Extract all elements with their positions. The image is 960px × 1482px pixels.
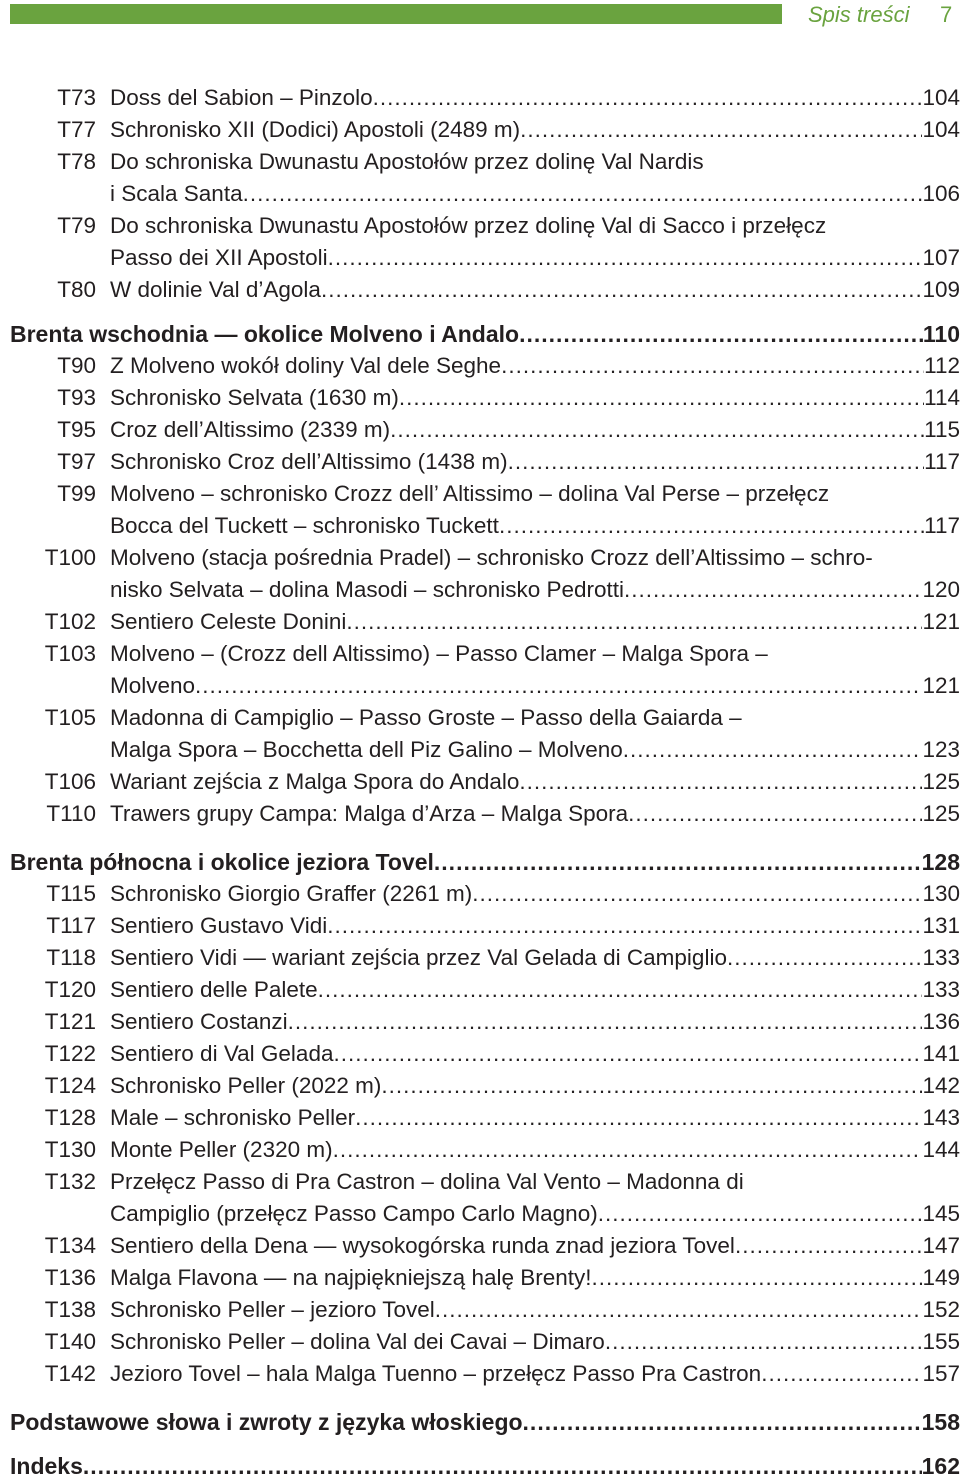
entry-title [110,1326,960,1358]
toc-entry[interactable] [10,766,960,798]
entry-title-text: Sentiero Vidi — wariant zejścia przez Val Gelada di Campiglio [110,945,727,970]
entry-number: T120 [44,977,96,1002]
entries-group-top [10,82,960,306]
dot-leader [435,1294,923,1326]
entry-title [110,1230,960,1262]
entry-title [110,974,960,1006]
entry-title-line2-text: Molveno [110,673,196,698]
toc-entry[interactable] [10,1166,960,1198]
entry-page: 114 [924,385,960,410]
entry-title [110,606,960,638]
entry-title-text: Jezioro Tovel – hala Malga Tuenno – przełęcz Passo Pra Castron [110,1361,762,1386]
dot-leader [624,574,922,606]
entry-number: T110 [46,801,96,826]
entry-title [110,1006,960,1038]
entry-number: T115 [46,881,96,906]
dot-leader [472,878,922,910]
entry-title [110,82,960,114]
toc-entry-continuation[interactable] [10,178,960,210]
entry-title-text: Schronisko Croz dell’Altissimo (1438 m) [110,449,508,474]
table-of-contents [10,82,960,1482]
dot-leader [288,1006,923,1038]
entry-title-text: Sentiero della Dena — wysokogórska runda znad jeziora Tovel [110,1233,735,1258]
toc-entry[interactable] [10,414,960,446]
toc-entry[interactable] [10,606,960,638]
entry-page: 133 [922,977,960,1002]
entry-title-line2 [110,1198,960,1230]
dot-leader [605,1326,923,1358]
entry-title-text: Sentiero Gustavo Vidi [110,913,328,938]
entry-title-line1: Molveno – (Crozz dell Altissimo) – Passo Clamer – Malga Spora – [110,641,768,666]
entry-title-line2 [110,574,960,606]
toc-entry-continuation[interactable] [10,510,960,542]
entry-title [110,1166,960,1198]
entry-title [110,1294,960,1326]
dot-leader [592,1262,923,1294]
entry-page: 121 [922,609,960,634]
dot-leader [598,1198,923,1230]
toc-entry-continuation[interactable] [10,1198,960,1230]
entry-title-line1: Przełęcz Passo di Pra Castron – dolina Val Vento – Madonna di [110,1169,744,1194]
entry-number: T105 [44,705,96,730]
dot-leader [523,1406,922,1438]
entry-title [110,1358,960,1390]
dot-leader [399,382,924,414]
entry-title-text: Schronisko Peller – jezioro Tovel [110,1297,435,1322]
entry-title [110,542,960,574]
toc-entry[interactable] [10,82,960,114]
toc-entry[interactable] [10,382,960,414]
entry-page: 155 [922,1329,960,1354]
dot-leader [355,1102,922,1134]
entry-title-line2 [110,734,960,766]
entry-title [110,114,960,146]
toc-entry[interactable] [10,910,960,942]
dot-leader [761,1358,922,1390]
entry-title-text: Malga Flavona — na najpiękniejszą halę Brenty! [110,1265,592,1290]
entry-page: 123 [922,737,960,762]
entry-number: T117 [46,913,96,938]
entry-number: T80 [57,277,96,302]
entry-title-line2 [110,510,960,542]
entry-title-text: Croz dell’Altissimo (2339 m) [110,417,391,442]
entry-number: T103 [44,641,96,666]
entry-number: T106 [44,769,96,794]
toc-entry-continuation[interactable] [10,670,960,702]
entry-number: T90 [57,353,96,378]
entry-number: T97 [57,449,96,474]
entry-page: 143 [922,1105,960,1130]
section-heading-phrases[interactable]: Podstawowe słowa i zwroty z języka włoskiego ..... 158 [10,1406,960,1438]
entry-number: T99 [57,481,96,506]
entries-group-east [10,350,960,830]
toc-entry[interactable] [10,478,960,510]
entry-number: T142 [44,1361,96,1386]
dot-leader [623,734,923,766]
toc-entry-continuation[interactable] [10,242,960,274]
entry-title [110,942,960,974]
entry-title-text: Wariant zejścia z Malga Spora do Andalo [110,769,520,794]
entry-page: 106 [922,181,960,206]
header-bar [10,4,782,24]
toc-entry[interactable] [10,702,960,734]
dot-leader [373,82,923,114]
dot-leader [520,114,922,146]
toc-entry[interactable] [10,1262,960,1294]
entry-number: T102 [44,609,96,634]
entry-title [110,382,960,414]
toc-entry[interactable] [10,1358,960,1390]
entry-title [110,638,960,670]
entry-number: T121 [44,1009,96,1034]
dot-leader [519,318,923,350]
section-heading-east[interactable]: Brenta wschodnia — okolice Molveno i Andalo ..... 110 [10,318,960,350]
entry-page: 117 [924,449,960,474]
toc-entry[interactable] [10,114,960,146]
entry-number: T122 [44,1041,96,1066]
toc-entry[interactable] [10,1102,960,1134]
header-page-number: 7 [940,2,953,27]
entry-title-line2-text: Bocca del Tuckett – schronisko Tuckett [110,513,499,538]
entry-title-text: Z Molveno wokół doliny Val dele Seghe [110,353,502,378]
entry-title [110,350,960,382]
entry-page: 117 [924,513,960,538]
entry-number: T136 [44,1265,96,1290]
dot-leader [318,974,923,1006]
entry-title-line1: Molveno (stacja pośrednia Pradel) – schronisko Crozz dell’Altissimo – schro- [110,545,873,570]
dot-leader [501,350,924,382]
entry-page: 115 [924,417,960,442]
toc-entry[interactable] [10,146,960,178]
entry-title [110,798,960,830]
entry-title [110,446,960,478]
toc-entry-continuation[interactable] [10,734,960,766]
entry-number: T100 [44,545,96,570]
section-heading-north[interactable]: Brenta północna i okolice jeziora Tovel ..... 128 [10,846,960,878]
entry-number: T138 [44,1297,96,1322]
dot-leader [195,670,922,702]
entry-title [110,1134,960,1166]
entry-title-text: Sentiero Costanzi [110,1009,288,1034]
toc-entry[interactable] [10,974,960,1006]
entry-title-line2 [110,178,960,210]
entry-title [110,274,960,306]
entry-title-text: Monte Peller (2320 m) [110,1137,333,1162]
entry-page: 125 [922,801,960,826]
entry-title-text: Sentiero di Val Gelada [110,1041,334,1066]
entry-page: 142 [922,1073,960,1098]
entry-title [110,1102,960,1134]
entry-page: 144 [922,1137,960,1162]
dot-leader [333,1134,923,1166]
entry-title-line2-text: nisko Selvata – dolina Masodi – schronisko Pedrotti [110,577,625,602]
entry-title [110,210,960,242]
entry-number: T124 [44,1073,96,1098]
entry-page: 149 [922,1265,960,1290]
toc-entry[interactable] [10,350,960,382]
entry-title-text: Male – schronisko Peller [110,1105,356,1130]
toc-entry[interactable] [10,1326,960,1358]
entry-number: T132 [44,1169,96,1194]
toc-entry[interactable] [10,878,960,910]
dot-leader [83,1450,922,1482]
entry-title-text: Schronisko XII (Dodici) Apostoli (2489 m) [110,117,521,142]
entry-number: T78 [57,149,96,174]
entry-title-text: Doss del Sabion – Pinzolo [110,85,373,110]
entry-title-text: Schronisko Peller (2022 m) [110,1073,382,1098]
toc-entry[interactable] [10,1038,960,1070]
entry-page: 131 [922,913,960,938]
entry-page: 104 [922,85,960,110]
entry-page: 104 [922,117,960,142]
entry-title [110,1070,960,1102]
toc-entry[interactable] [10,942,960,974]
toc-entry[interactable] [10,638,960,670]
entry-title [110,702,960,734]
dot-leader [321,274,923,306]
dot-leader [328,242,923,274]
entry-page: 152 [922,1297,960,1322]
dot-leader [735,1230,923,1262]
entry-title-text: Schronisko Giorgio Graffer (2261 m) [110,881,473,906]
entry-title-line2 [110,242,960,274]
entry-title-line2 [110,670,960,702]
entry-number: T73 [57,85,96,110]
entry-number: T134 [44,1233,96,1258]
entry-number: T95 [57,417,96,442]
entry-page: 112 [924,353,960,378]
entry-title-text: Sentiero delle Palete [110,977,318,1002]
entry-page: 147 [922,1233,960,1258]
toc-entry[interactable] [10,1230,960,1262]
entry-title-line1: Madonna di Campiglio – Passo Groste – Passo della Gaiarda – [110,705,742,730]
entry-page: 121 [922,673,960,698]
entry-number: T93 [57,385,96,410]
toc-entry[interactable] [10,274,960,306]
entry-page: 130 [922,881,960,906]
entry-title-text: Schronisko Selvata (1630 m) [110,385,399,410]
header-title: Spis treści [808,2,910,27]
dot-leader [390,414,924,446]
entry-title [110,414,960,446]
toc-entry[interactable] [10,1294,960,1326]
entry-title [110,478,960,510]
entry-title-text: Schronisko Peller – dolina Val dei Cavai – Dimaro [110,1329,605,1354]
entry-title-line2-text: Malga Spora – Bocchetta dell Piz Galino – Molveno [110,737,623,762]
toc-entry-continuation[interactable] [10,574,960,606]
toc-entry[interactable] [10,446,960,478]
entry-title-line2-text: Campiglio (przełęcz Passo Campo Carlo Magno) [110,1201,598,1226]
entries-group-north [10,878,960,1390]
dot-leader [628,798,922,830]
entry-title [110,1038,960,1070]
entry-title-line1: Do schroniska Dwunastu Apostołów przez dolinę Val di Sacco i przełęcz [110,213,827,238]
entry-page: 145 [922,1201,960,1226]
dot-leader [381,1070,922,1102]
dot-leader [499,510,924,542]
dot-leader [519,766,922,798]
entry-title-line2-text: Passo dei XII Apostoli [110,245,328,270]
entry-title-text: Sentiero Celeste Donini [110,609,347,634]
entry-page: 136 [922,1009,960,1034]
section-heading-index[interactable]: Indeks ..... 162 [10,1450,960,1482]
entry-number: T140 [44,1329,96,1354]
entry-title [110,1262,960,1294]
toc-entry[interactable] [10,210,960,242]
entry-title [110,910,960,942]
dot-leader [434,846,922,878]
entry-number: T130 [44,1137,96,1162]
dot-leader [333,1038,922,1070]
entry-page: 157 [922,1361,960,1386]
entry-title [110,766,960,798]
entry-title-line2-text: i Scala Santa [110,181,243,206]
toc-entry[interactable] [10,1134,960,1166]
dot-leader [327,910,922,942]
entry-number: T79 [57,213,96,238]
entry-number: T128 [44,1105,96,1130]
toc-entry[interactable] [10,1070,960,1102]
entry-title-text: Trawers grupy Campa: Malga d’Arza – Malga Spora [110,801,629,826]
entry-title-line1: Molveno – schronisko Crozz dell’ Altissimo – dolina Val Perse – przełęcz [110,481,830,506]
entry-number: T118 [46,945,96,970]
entry-title [110,878,960,910]
entry-title-line1: Do schroniska Dwunastu Apostołów przez dolinę Val Nardis [110,149,704,174]
entry-page: 120 [922,577,960,602]
entry-page: 133 [922,945,960,970]
dot-leader [508,446,924,478]
dot-leader [727,942,922,974]
entry-number: T77 [57,117,96,142]
entry-page: 125 [922,769,960,794]
entry-page: 141 [922,1041,960,1066]
entry-title [110,146,960,178]
dot-leader [243,178,923,210]
toc-entry[interactable] [10,542,960,574]
toc-entry[interactable] [10,798,960,830]
dot-leader [346,606,922,638]
entry-page: 109 [922,277,960,302]
entry-title-text: W dolinie Val d’Agola [110,277,321,302]
toc-entry[interactable] [10,1006,960,1038]
entry-page: 107 [922,245,960,270]
